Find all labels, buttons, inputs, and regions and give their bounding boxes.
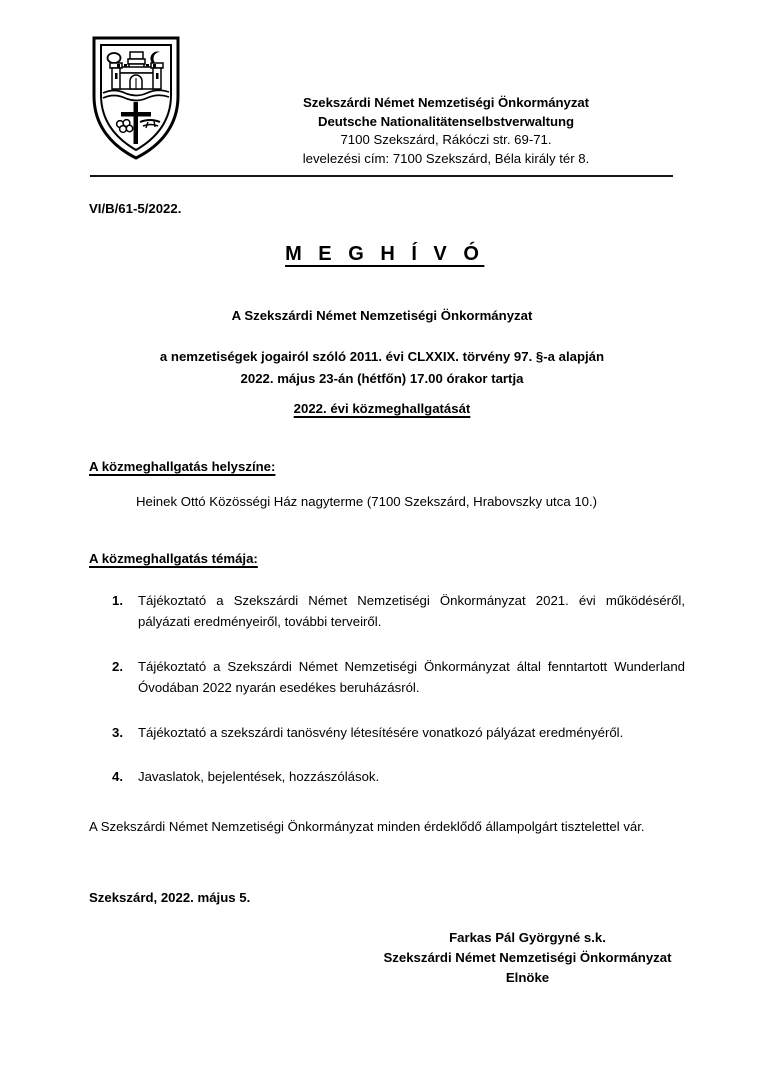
org-address: 7100 Szekszárd, Rákóczi str. 69-71. xyxy=(340,132,552,148)
letterhead xyxy=(88,34,674,170)
list-item xyxy=(110,766,685,787)
org-name-hungarian: Szekszárdi Német Nemzetiségi Önkormányzat xyxy=(303,95,589,110)
intro-event-name xyxy=(0,401,764,416)
place-and-date: Szekszárd, 2022. május 5. xyxy=(89,890,251,905)
venue-heading xyxy=(89,459,275,474)
intro-legal-basis-line: a nemzetiségek jogairól szóló 2011. évi CLXXIX. törvény 97. §-a alapján xyxy=(159,349,605,364)
venue-heading-text: A közmeghallgatás helyszíne: xyxy=(89,459,276,474)
letterhead-divider xyxy=(90,175,673,177)
list-item-text: Tájékoztató a Szekszárdi Német Nemzetiségi Önkormányzat által fenntartott Wunderland Óvodában 2022 nyarán esedékes beruházásról. xyxy=(138,658,685,696)
intro-datetime-line: 2022. május 23-án (hétfőn) 17.00 órakor tartja xyxy=(240,370,524,386)
list-item-number: 1. xyxy=(112,593,123,608)
org-name-german: Deutsche Nationalitätenselbstverwaltung xyxy=(318,113,574,129)
organization-details xyxy=(218,94,674,169)
page-title-text: M E G H Í V Ó xyxy=(285,243,485,265)
venue-text: Heinek Ottó Közösségi Ház nagyterme (7100 Szekszárd, Hrabovszky utca 10.) xyxy=(136,494,598,509)
topics-list xyxy=(110,590,685,787)
org-mailing-address: levelezési cím: 7100 Szekszárd, Béla király tér 8. xyxy=(302,151,590,167)
closing-paragraph: A Szekszárdi Német Nemzetiségi Önkormányzat minden érdeklődő állampolgárt tisztelettel vár. xyxy=(89,819,645,834)
topics-heading-text: A közmeghallgatás témája: xyxy=(89,551,258,566)
list-item xyxy=(110,722,685,743)
topics-heading xyxy=(89,551,258,566)
signatory-organization: Szekszárdi Német Nemzetiségi Önkormányzat xyxy=(383,950,672,966)
list-item xyxy=(110,656,685,699)
list-item-number: 2. xyxy=(112,658,123,674)
list-item-text: Tájékoztató a szekszárdi tanösvény létesítésére vonatkozó pályázat eredményéről. xyxy=(138,724,624,740)
reference-number: VI/B/61-5/2022. xyxy=(89,201,182,216)
list-item xyxy=(110,590,685,633)
signatory-name: Farkas Pál Györgyné s.k. xyxy=(449,930,606,945)
list-item-text: Javaslatok, bejelentések, hozzászólások. xyxy=(138,768,380,784)
list-item-text: Tájékoztató a Szekszárdi Német Nemzetiségi Önkormányzat 2021. évi működéséről, pályázati eredményeiről, további terveiről. xyxy=(138,593,685,630)
page-title xyxy=(0,243,764,266)
signatory-role: Elnöke xyxy=(505,970,550,986)
list-item-number: 3. xyxy=(112,724,123,740)
intro-organization: A Szekszárdi Német Nemzetiségi Önkormányzat xyxy=(231,308,533,323)
szekszard-coat-of-arms-icon xyxy=(88,34,184,162)
intro-legal-basis xyxy=(0,346,764,389)
signature-block xyxy=(375,928,680,988)
intro-event-name-text: 2022. évi közmeghallgatását xyxy=(293,401,471,416)
list-item-number: 4. xyxy=(112,768,123,784)
